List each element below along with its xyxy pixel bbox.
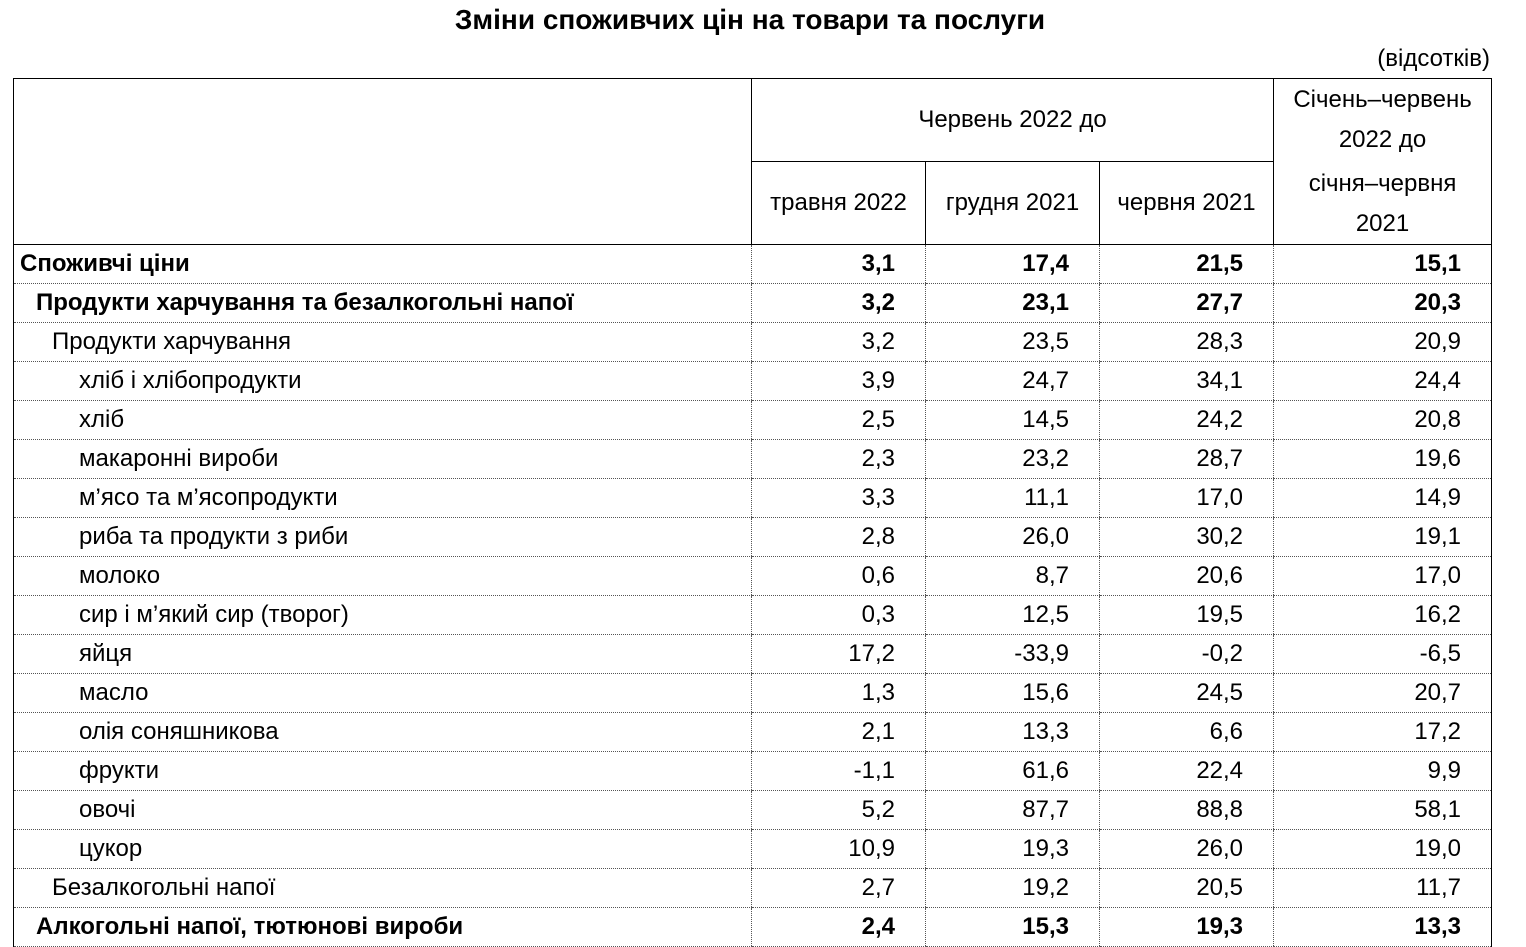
- value-cell: 13,3: [926, 713, 1100, 752]
- value-cell: 20,7: [1274, 674, 1492, 713]
- value-cell: 19,3: [926, 830, 1100, 869]
- value-cell: 20,8: [1274, 401, 1492, 440]
- value-cell: 11,1: [926, 479, 1100, 518]
- value-cell: 3,9: [752, 362, 926, 401]
- header-group-june-2022: Червень 2022 до: [752, 79, 1274, 162]
- value-cell: 15,3: [926, 908, 1100, 947]
- value-cell: 19,0: [1274, 830, 1492, 869]
- value-cell: -0,2: [1100, 635, 1274, 674]
- header-cumulative-line: Січень–червень: [1293, 85, 1472, 113]
- value-cell: 17,4: [926, 245, 1100, 284]
- value-cell: 23,5: [926, 323, 1100, 362]
- header-sub-jun-2021: червня 2021: [1100, 162, 1274, 245]
- value-cell: 17,0: [1100, 479, 1274, 518]
- header-cumulative-line: 2021: [1355, 209, 1410, 237]
- table-row: [14, 401, 1492, 440]
- table-row: [14, 362, 1492, 401]
- value-cell: 34,1: [1100, 362, 1274, 401]
- value-cell: 23,1: [926, 284, 1100, 323]
- value-cell: 0,6: [752, 557, 926, 596]
- row-label: м’ясо та м’ясопродукти: [14, 479, 752, 518]
- header-empty-cell: [14, 79, 752, 245]
- value-cell: 0,3: [752, 596, 926, 635]
- table-row: [14, 908, 1492, 947]
- table-row: [14, 284, 1492, 323]
- value-cell: 30,2: [1100, 518, 1274, 557]
- value-cell: 2,1: [752, 713, 926, 752]
- value-cell: -6,5: [1274, 635, 1492, 674]
- value-cell: 24,4: [1274, 362, 1492, 401]
- value-cell: 14,9: [1274, 479, 1492, 518]
- row-label: Алкогольні напої, тютюнові вироби: [14, 908, 752, 947]
- value-cell: 6,6: [1100, 713, 1274, 752]
- row-label: сир і м’який сир (творог): [14, 596, 752, 635]
- value-cell: 14,5: [926, 401, 1100, 440]
- value-cell: 15,1: [1274, 245, 1492, 284]
- row-label: хліб і хлібопродукти: [14, 362, 752, 401]
- value-cell: 20,9: [1274, 323, 1492, 362]
- row-label: молоко: [14, 557, 752, 596]
- value-cell: 2,8: [752, 518, 926, 557]
- value-cell: 9,9: [1274, 752, 1492, 791]
- header-cumulative-line: січня–червня: [1308, 169, 1457, 197]
- value-cell: 19,1: [1274, 518, 1492, 557]
- value-cell: 2,3: [752, 440, 926, 479]
- value-cell: 15,6: [926, 674, 1100, 713]
- table-row: [14, 440, 1492, 479]
- value-cell: 17,2: [752, 635, 926, 674]
- table-row: [14, 830, 1492, 869]
- table-row: [14, 713, 1492, 752]
- value-cell: -33,9: [926, 635, 1100, 674]
- row-label: яйця: [14, 635, 752, 674]
- value-cell: 16,2: [1274, 596, 1492, 635]
- value-cell: 19,6: [1274, 440, 1492, 479]
- header-cumulative: [1274, 79, 1492, 245]
- row-label: Споживчі ціни: [14, 245, 752, 284]
- value-cell: 27,7: [1100, 284, 1274, 323]
- value-cell: 20,3: [1274, 284, 1492, 323]
- table-row: [14, 869, 1492, 908]
- value-cell: 21,5: [1100, 245, 1274, 284]
- value-cell: 23,2: [926, 440, 1100, 479]
- row-label: макаронні вироби: [14, 440, 752, 479]
- value-cell: 26,0: [1100, 830, 1274, 869]
- value-cell: 3,1: [752, 245, 926, 284]
- value-cell: 3,3: [752, 479, 926, 518]
- value-cell: 24,2: [1100, 401, 1274, 440]
- table-row: [14, 791, 1492, 830]
- value-cell: 2,4: [752, 908, 926, 947]
- value-cell: 10,9: [752, 830, 926, 869]
- value-cell: 8,7: [926, 557, 1100, 596]
- value-cell: 87,7: [926, 791, 1100, 830]
- table-row: [14, 323, 1492, 362]
- value-cell: -1,1: [752, 752, 926, 791]
- row-label: Продукти харчування: [14, 323, 752, 362]
- row-label: Продукти харчування та безалкогольні напої: [14, 284, 752, 323]
- header-sub-may-2022: травня 2022: [752, 162, 926, 245]
- value-cell: 20,5: [1100, 869, 1274, 908]
- row-label: масло: [14, 674, 752, 713]
- value-cell: 24,5: [1100, 674, 1274, 713]
- value-cell: 5,2: [752, 791, 926, 830]
- row-label: олія соняшникова: [14, 713, 752, 752]
- row-label: фрукти: [14, 752, 752, 791]
- value-cell: 26,0: [926, 518, 1100, 557]
- table-row: [14, 596, 1492, 635]
- table-row: [14, 479, 1492, 518]
- unit-note: (відсотків): [1377, 45, 1490, 72]
- table-row: [14, 635, 1492, 674]
- row-label: Безалкогольні напої: [14, 869, 752, 908]
- value-cell: 24,7: [926, 362, 1100, 401]
- value-cell: 19,2: [926, 869, 1100, 908]
- row-label: хліб: [14, 401, 752, 440]
- table-body: [14, 245, 1492, 947]
- price-changes-table: [13, 78, 1492, 947]
- value-cell: 58,1: [1274, 791, 1492, 830]
- table-row: [14, 245, 1492, 284]
- value-cell: 3,2: [752, 284, 926, 323]
- row-label: цукор: [14, 830, 752, 869]
- value-cell: 17,0: [1274, 557, 1492, 596]
- header-cumulative-line: 2022 до: [1338, 125, 1427, 153]
- value-cell: 28,7: [1100, 440, 1274, 479]
- table-row: [14, 557, 1492, 596]
- value-cell: 12,5: [926, 596, 1100, 635]
- value-cell: 28,3: [1100, 323, 1274, 362]
- page-title: Зміни споживчих цін на товари та послуги: [454, 4, 1046, 35]
- table-row: [14, 752, 1492, 791]
- value-cell: 88,8: [1100, 791, 1274, 830]
- header-sub-dec-2021: грудня 2021: [926, 162, 1100, 245]
- value-cell: 61,6: [926, 752, 1100, 791]
- value-cell: 2,5: [752, 401, 926, 440]
- row-label: овочі: [14, 791, 752, 830]
- value-cell: 13,3: [1274, 908, 1492, 947]
- value-cell: 1,3: [752, 674, 926, 713]
- value-cell: 17,2: [1274, 713, 1492, 752]
- value-cell: 19,5: [1100, 596, 1274, 635]
- value-cell: 22,4: [1100, 752, 1274, 791]
- value-cell: 2,7: [752, 869, 926, 908]
- value-cell: 3,2: [752, 323, 926, 362]
- value-cell: 20,6: [1100, 557, 1274, 596]
- table-row: [14, 518, 1492, 557]
- value-cell: 11,7: [1274, 869, 1492, 908]
- value-cell: 19,3: [1100, 908, 1274, 947]
- row-label: риба та продукти з риби: [14, 518, 752, 557]
- table-row: [14, 674, 1492, 713]
